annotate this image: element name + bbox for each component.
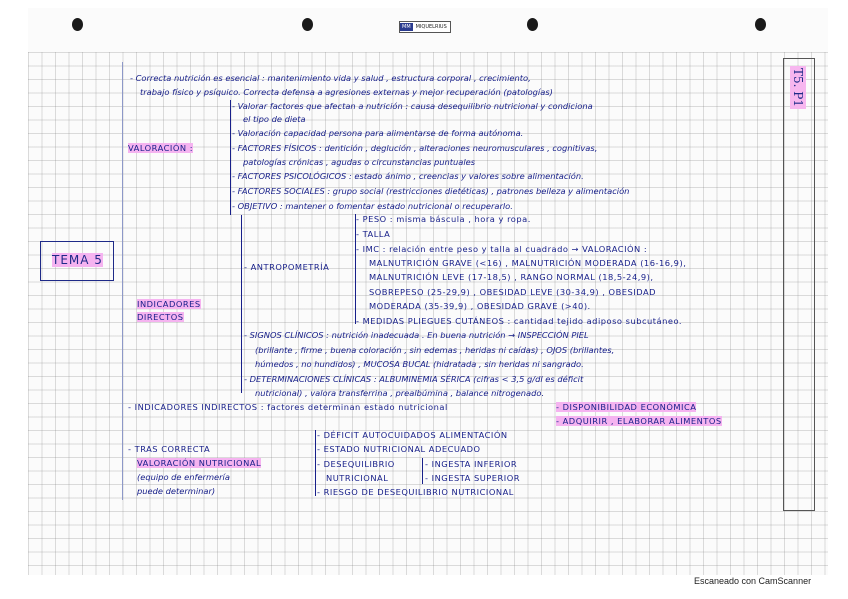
signos-line: húmedos , no hundidos) , MUCOSA BUCAL (hidratada , sin heridas ni sangrado. [255, 359, 584, 369]
tras-label: VALORACIÓN NUTRICIONAL [137, 458, 262, 468]
antro-line: MODERADA (35-39,9) , OBESIDAD GRAVE (>40). [369, 301, 591, 311]
margin-line [122, 62, 123, 500]
brand-name: MIQUELRIUS [415, 24, 447, 30]
deseq-item: - INGESTA SUPERIOR [425, 473, 521, 483]
section-label-indirectos: - INDICADORES INDIRECTOS : factores determinan estado nutricional [128, 402, 448, 412]
tras-note: puede determinar) [137, 486, 216, 496]
signos-line: (brillante , firme , buena coloración , sin edemas , heridas ni caídas) , OJOS (brillantes, [255, 345, 615, 355]
tras-item: - DÉFICIT AUTOCUIDADOS ALIMENTACIÓN [317, 430, 508, 440]
deseq-item: - INGESTA INFERIOR [425, 459, 518, 469]
tras-item: NUTRICIONAL [326, 473, 389, 483]
bracket-line [315, 430, 316, 496]
tras-note: (equipo de enfermería [137, 472, 230, 482]
page-title: TEMA 5 [52, 253, 103, 267]
tras-item: - ESTADO NUTRICIONAL ADECUADO [317, 444, 481, 454]
indirectos-item: - DISPONIBILIDAD ECONÓMICA [556, 402, 697, 412]
valoracion-line: - FACTORES SOCIALES : grupo social (restricciones dietéticas) , patrones belleza y alimentación [232, 186, 630, 196]
determinaciones-line: - DETERMINACIONES CLÍNICAS : ALBUMINEMIA SÉRICA (cifras < 3,5 g/dl es déficit [244, 374, 584, 384]
brand-mark: MM [402, 24, 411, 30]
valoracion-line: - FACTORES FÍSICOS : dentición , deglución , alteraciones neuromusculares , cognitivas, [232, 143, 598, 153]
antro-line: - TALLA [356, 229, 391, 239]
tras-item: - DESEQUILIBRIO [317, 459, 395, 469]
binder-hole [302, 18, 313, 31]
antro-line: - MEDIDAS PLIEGUES CUTÁNEOS : cantidad tejido adiposo subcutáneo. [356, 316, 683, 326]
valoracion-line: - OBJETIVO : mantener o fomentar estado nutricional o recuperarlo. [232, 201, 513, 211]
antro-line: SOBREPESO (25-29,9) , OBESIDAD LEVE (30-34,9) , OBESIDAD [369, 287, 657, 297]
section-label-directos: INDICADORES [137, 299, 201, 309]
bracket-line [422, 458, 423, 484]
valoracion-line: el tipo de dieta [243, 114, 306, 124]
indirectos-item: - ADQUIRIR , ELABORAR ALIMENTOS [556, 416, 722, 426]
valoracion-line: - Valorar factores que afectan a nutrición : causa desequilibrio nutricional y condiciona [232, 101, 593, 111]
section-label-valoracion: VALORACIÓN : [128, 143, 194, 153]
signos-line: - SIGNOS CLÍNICOS : nutrición inadecuada . En buena nutrición → INSPECCIÓN PIEL [244, 330, 589, 340]
binder-hole [527, 18, 538, 31]
binder-hole [755, 18, 766, 31]
antro-line: MALNUTRICIÓN LEVE (17-18,5) , RANGO NORMAL (18,5-24,9), [369, 272, 654, 282]
antro-line: MALNUTRICIÓN GRAVE (<16) , MALNUTRICIÓN MODERADA (16-16,9), [369, 258, 687, 268]
scanner-watermark: Escaneado con CamScanner [694, 576, 812, 586]
antropometria-label: - ANTROPOMETRÍA [244, 262, 330, 272]
side-tab-box [783, 58, 815, 511]
determinaciones-line: nutricional) , valora transferrina , prealbúmina , balance nitrogenado. [255, 388, 545, 398]
intro-line: - Correcta nutrición es esencial : mantenimiento vida y salud , estructura corporal , crecimiento, [130, 73, 531, 83]
tras-label: - TRAS CORRECTA [128, 444, 211, 454]
binder-hole [72, 18, 83, 31]
side-tab-label: T5. P1 [791, 68, 805, 107]
antro-line: - IMC : relación entre peso y talla al cuadrado → VALORACIÓN : [356, 244, 648, 254]
bracket-line [241, 215, 242, 393]
section-label-directos: DIRECTOS [137, 312, 184, 322]
valoracion-line: patologías crónicas , agudas o circunstancias puntuales [243, 157, 476, 167]
valoracion-line: - FACTORES PSICOLÓGICOS : estado ánimo , creencias y valores sobre alimentación. [232, 171, 584, 181]
notebook-brand-logo [399, 21, 451, 33]
intro-line: trabajo físico y psíquico. Correcta defensa a agresiones externas y mejor recuperación (patologías) [140, 87, 553, 97]
valoracion-line: - Valoración capacidad persona para alimentarse de forma autónoma. [232, 128, 524, 138]
antro-line: - PESO : misma báscula , hora y ropa. [356, 214, 531, 224]
bracket-line [230, 100, 231, 215]
tras-item: - RIESGO DE DESEQUILIBRIO NUTRICIONAL [317, 487, 514, 497]
